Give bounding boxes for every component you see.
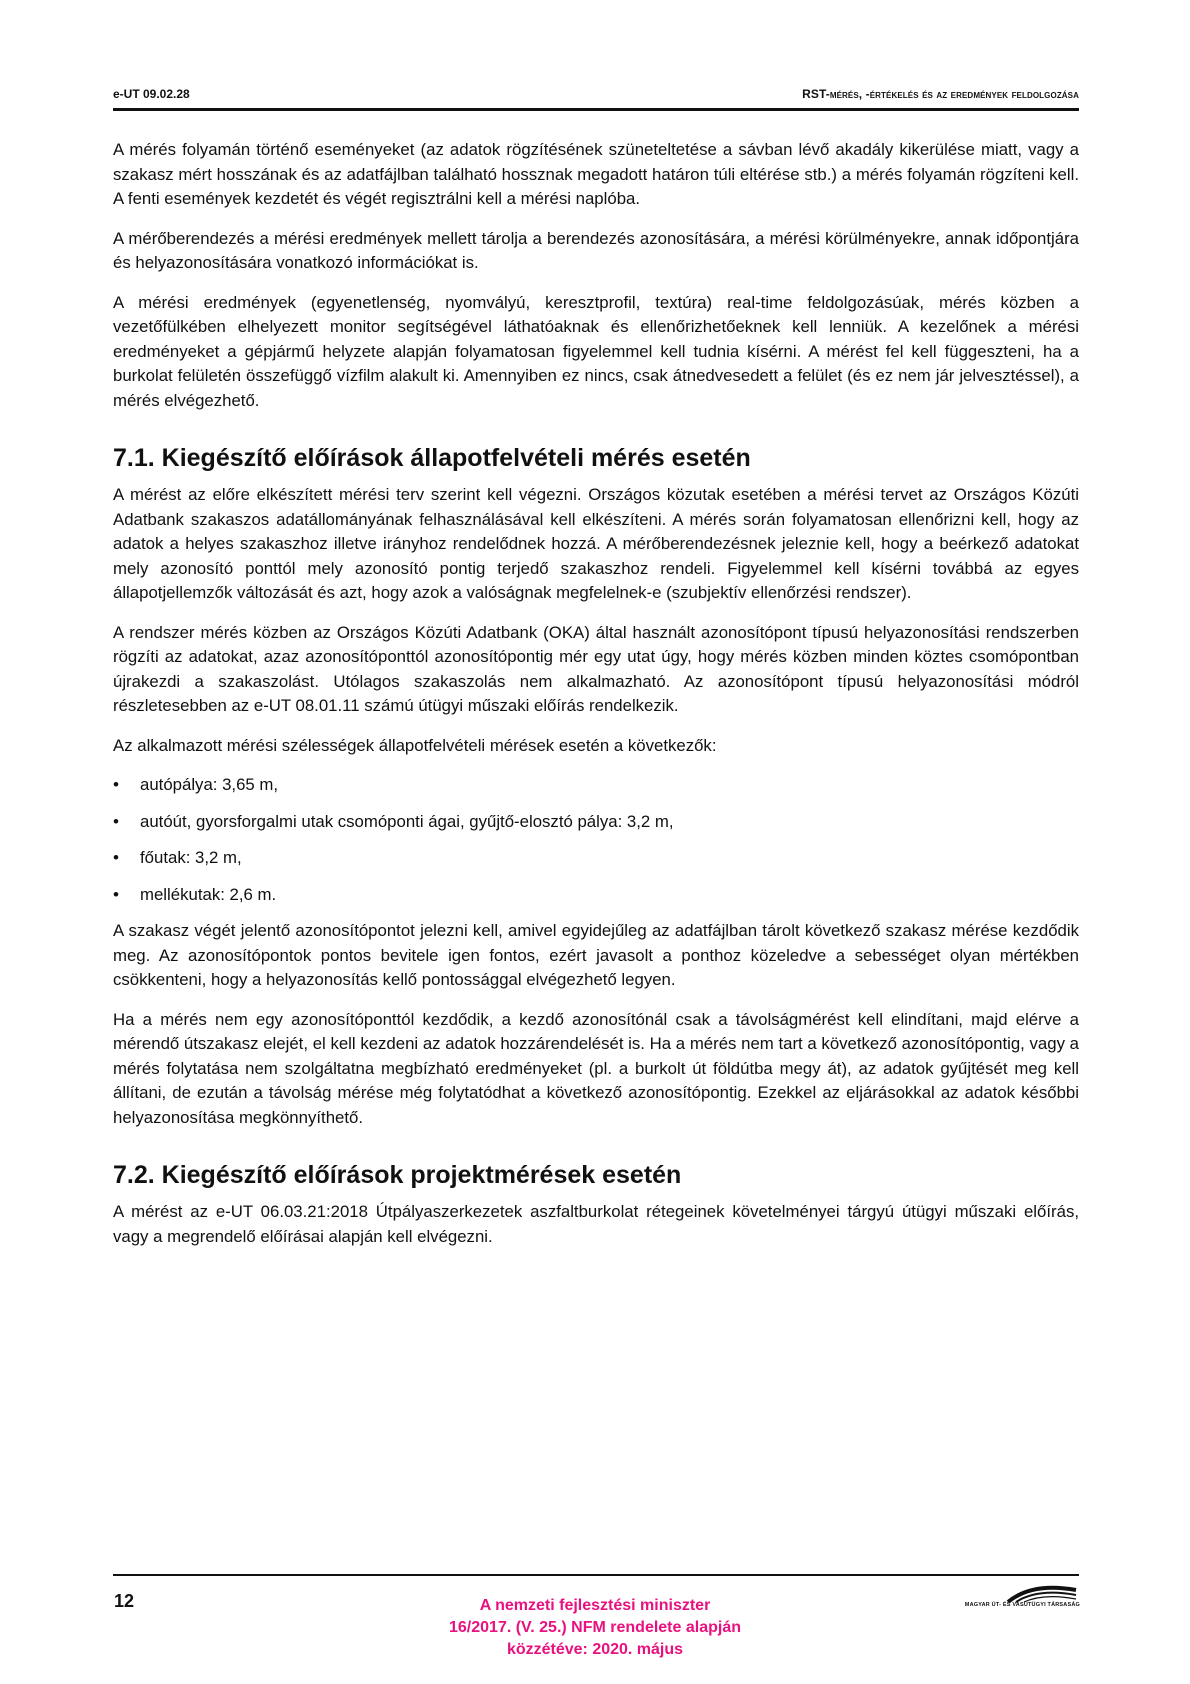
page-header [113, 86, 1079, 111]
section-heading-7-2: 7.2. Kiegészítő előírások projektmérések esetén [113, 1161, 682, 1189]
paragraph-section-end: A szakasz végét jelentő azonosítópontot jelezni kell, amivel egyidejűleg az adatfájlban tárolt következő szakasz mérése kezdődik meg. Az azonosítópontok pontos bevitele igen fontos, ezért javasolt a ponthoz közeledve a sebességet olyan mértékben csökkenteni, hogy a helyazonosítás kellő pontossággal elvégezhető legyen. [113, 921, 1079, 989]
notice-line-1: A nemzeti fejlesztési miniszter [479, 1597, 711, 1614]
footer-divider [113, 1574, 1079, 1576]
logo-text: MAGYAR ÚT- ÉS VASÚTÜGYI TÁRSASÁG [964, 1602, 1080, 1608]
notice-line-2: 16/2017. (V. 25.) NFM rendelete alapján [449, 1619, 741, 1636]
road-arc-icon [920, 1580, 1080, 1604]
page-number: 12 [114, 1591, 135, 1611]
paragraph-start-point: Ha a mérés nem egy azonosítóponttól kezdődik, a kezdő azonosítónál csak a távolságmérést kell elindítani, majd elérve a mérendő útszakasz elejét, el kell kezdeni az adatok hozzárendelését is. Ha a mérés nem tart a következő azonosítópontig, vagy a mérés folytatása nem szolgáltatna megbízható eredményeket (pl. a burkolt út földútba megy át), az adatok gyűjtését meg kell állítani, de ezután a távolság mérése még folytatódhat a következő azonosítópontig. Ezekkel az eljárásokkal az adatok későbbi helyazonosítása megkönnyíthető. [113, 1009, 1079, 1127]
list-item: • autópálya: 3,65 m, [113, 773, 1079, 798]
society-logo [920, 1580, 1080, 1614]
doc-code: e-UT 09.02.28 [113, 87, 190, 101]
notice-line-3: közzétéve: 2020. május [506, 1641, 684, 1658]
header-title: RST-mérés, -értékelés és az eredmények feldolgozása [802, 87, 1079, 101]
paragraph-measurement-plan: A mérést az előre elkészített mérési terv szerint kell végezni. Országos közutak esetében a mérési tervet az Országos Közúti Adatbank szakaszos adatállományának felhasználásával kell elkészíteni. A mérés során folyamatosan ellenőrizni kell, hogy az adatok a helyes szakaszhoz illetve irányhoz rendelődnek hozzá. A mérőberendezésnek jeleznie kell, hogy a beérkező adatokat mely azonosító ponttól mely azonosító pontig terjedő szakaszhoz rendeli. Figyelemmel kell kísérni továbbá az egyes állapotjellemzők változását és azt, hogy azok a valóságnak megfelelnek-e (szubjektív ellenőrzési rendszer). [113, 485, 1079, 602]
paragraph-oka-system: A rendszer mérés közben az Országos Közúti Adatbank (OKA) által használt azonosítópont típusú helyazonosítási rendszerben rögzíti az adatokat, azaz azonosítóponttól azonosítópontig mér egy utat úgy, hogy mérés közben minden köztes csomópontban újrakezdi a szakaszolást. Utólagos szakaszolás nem alkalmazható. Az azonosítópont típusú helyazonosítási módról részletesebben az e-UT 08.01.11 számú útügyi műszaki előírás rendelkezik. [113, 622, 1079, 715]
list-item: • mellékutak: 2,6 m. [113, 883, 1079, 908]
section-heading-7-1: 7.1. Kiegészítő előírások állapotfelvételi mérés esetén [113, 444, 751, 472]
paragraph-widths-intro: Az alkalmazott mérési szélességek állapotfelvételi mérések esetén a következők: [113, 735, 717, 755]
page-content [113, 138, 1079, 1264]
paragraph-events: A mérés folyamán történő eseményeket (az adatok rögzítésének szüneteltetése a sávban lévő akadály kikerülése miatt, vagy a szakasz mért hosszának és az adatfájlban található hossznak megadott határon túli eltérése stb.) a mérés folyamán rögzíteni kell. A fenti események kezdetét és végét regisztrálni kell a mérési naplóba. [113, 140, 1079, 208]
publication-notice [380, 1595, 810, 1661]
list-item: • főutak: 3,2 m, [113, 846, 1079, 871]
paragraph-project-measurement: A mérést az e-UT 06.03.21:2018 Útpályaszerkezetek aszfaltburkolat rétegeinek követelményei tárgyú útügyi műszaki előírás, vagy a megrendelő előírásai alapján kell elvégezni. [113, 1202, 1079, 1246]
widths-list [113, 773, 1079, 907]
list-item: • autóút, gyorsforgalmi utak csomóponti ágai, gyűjtő-elosztó pálya: 3,2 m, [113, 810, 1079, 835]
paragraph-storage: A mérőberendezés a mérési eredmények mellett tárolja a berendezés azonosítására, a mérési körülményekre, annak időpontjára és helyazonosítására vonatkozó információkat is. [113, 228, 1079, 272]
paragraph-realtime: A mérési eredmények (egyenetlenség, nyomvályú, keresztprofil, textúra) real-time feldolgozásúak, mérés közben a vezetőfülkében elhelyezett monitor segítségével láthatóaknak és ellenőrizhetőeknek kell lenniük. A kezelőnek a mérési eredményeket a gépjármű helyzete alapján folyamatosan figyelemmel kell tudnia kísérni. A mérést fel kell függeszteni, ha a burkolat felületén összefüggő vízfilm alakult ki. Amennyiben ez nincs, csak átnedvesedett a felület (és ez nem jár jelvesztéssel), a mérés elvégezhető. [113, 292, 1079, 410]
